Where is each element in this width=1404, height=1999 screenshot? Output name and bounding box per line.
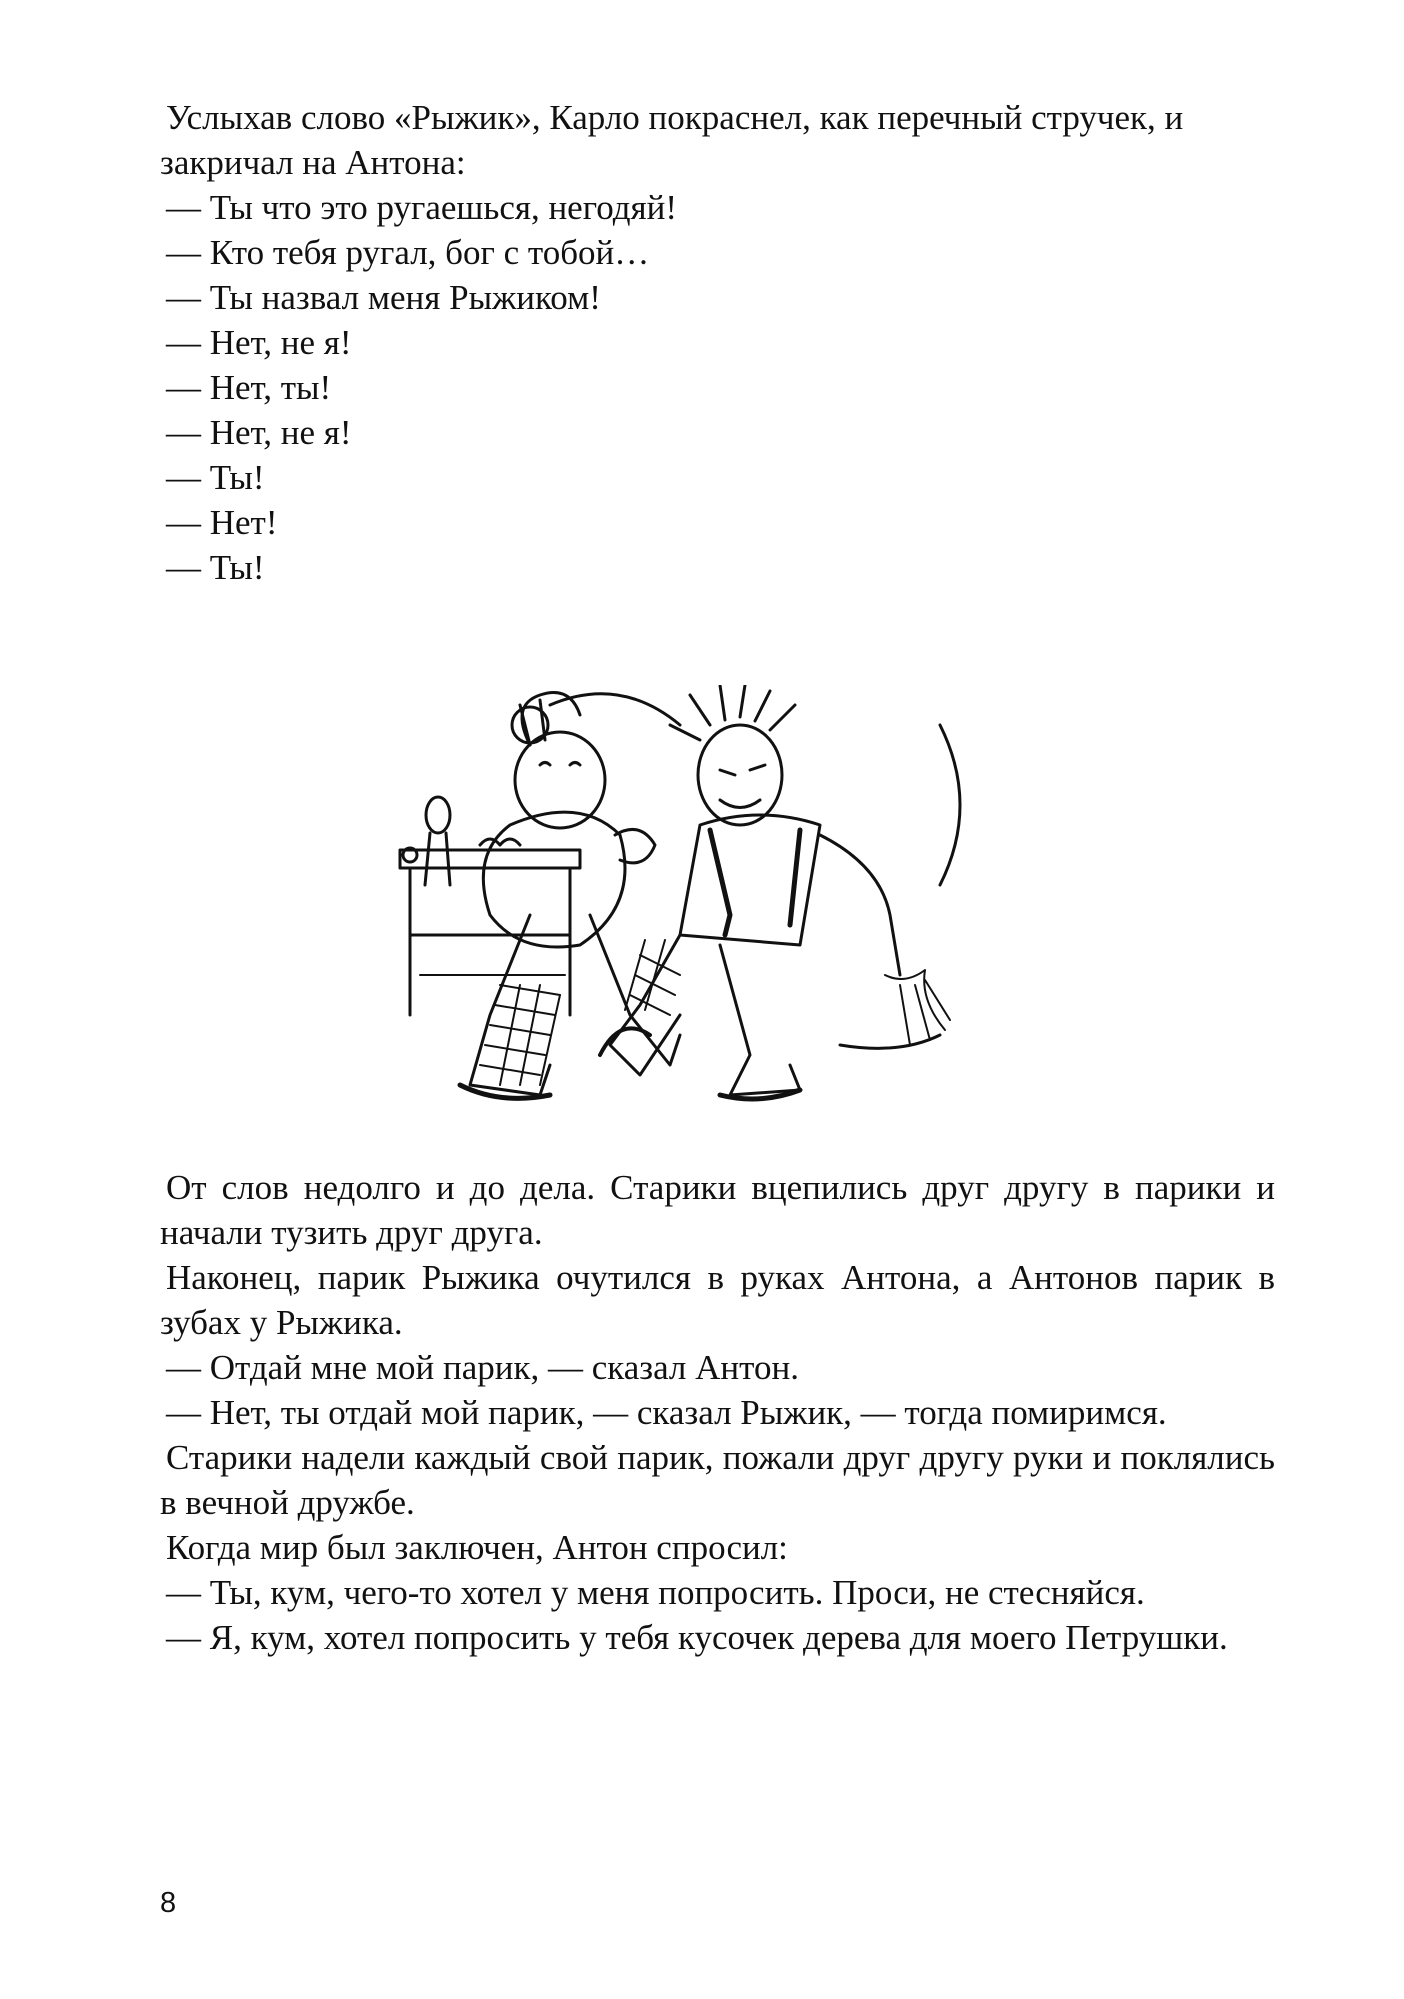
dialogue-line: — Нет! (166, 503, 278, 542)
paragraph: Наконец, парик Рыжика очутился в руках Антона, а Антонов парик в зубах у Рыжика. (160, 1258, 1275, 1342)
paragraph: Когда мир был заключен, Антон спросил: (166, 1528, 788, 1567)
paragraph: Услыхав слово «Рыжик», Карло покраснел, как перечный стручек, и закричал на Антона: (160, 98, 1184, 182)
text-block-bottom (160, 1165, 1275, 1660)
dialogue-line: — Кто тебя ругал, бог с тобой… (166, 233, 650, 272)
dialogue-line: — Нет, ты! (166, 368, 332, 407)
dialogue-line: — Ты! (166, 548, 265, 587)
dialogue-line: — Отдай мне мой парик, — сказал Антон. (166, 1348, 799, 1387)
fight-illustration (380, 685, 1000, 1115)
dialogue-line: — Нет, ты отдай мой парик, — сказал Рыжик, — тогда помиримся. (166, 1393, 1167, 1432)
dialogue-line: — Ты, кум, чего-то хотел у меня попросить. Проси, не стесняйся. (166, 1573, 1145, 1612)
dialogue-line: — Ты что это ругаешься, негодяй! (166, 188, 677, 227)
dialogue-line: — Нет, не я! (166, 413, 352, 452)
paragraph: От слов недолго и до дела. Старики вцепились друг другу в парики и начали тузить друг друга. (160, 1168, 1275, 1252)
page-number: 8 (160, 1887, 177, 1919)
dialogue-line: — Ты! (166, 458, 265, 497)
text-block-top (160, 95, 1275, 590)
dialogue-line: — Ты назвал меня Рыжиком! (166, 278, 601, 317)
dialogue-line: — Нет, не я! (166, 323, 352, 362)
dialogue-line: — Я, кум, хотел попросить у тебя кусочек дерева для моего Петрушки. (166, 1618, 1228, 1657)
paragraph: Старики надели каждый свой парик, пожали друг другу руки и поклялись в вечной дружбе. (160, 1438, 1275, 1522)
